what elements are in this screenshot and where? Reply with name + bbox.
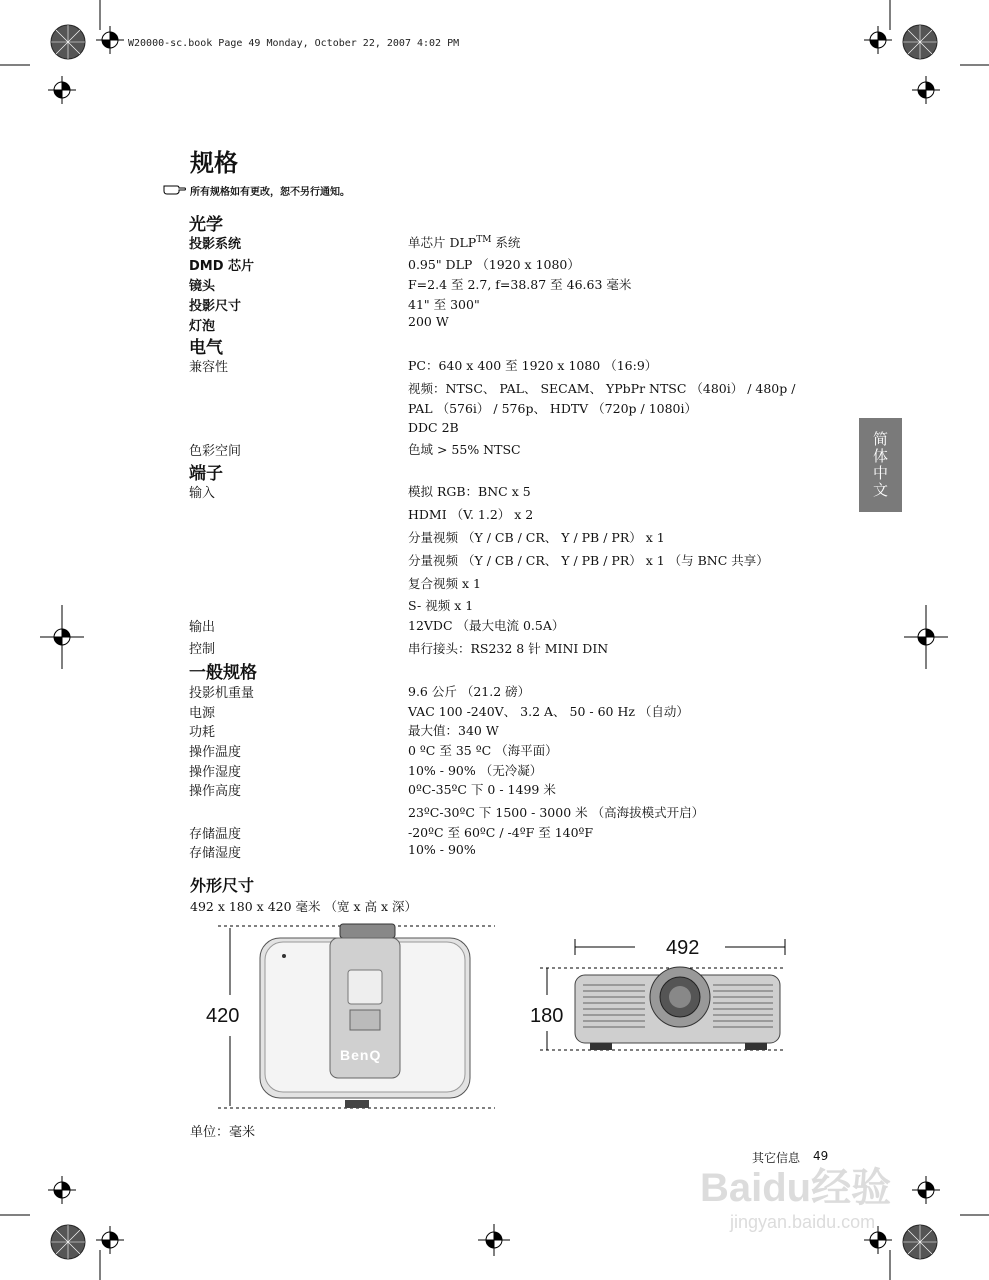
spec-value: 模拟 RGB：BNC x 5 bbox=[408, 484, 531, 499]
spec-value: 串行接头：RS232 8 针 MINI DIN bbox=[408, 641, 609, 656]
spec-label: 灯泡 bbox=[189, 319, 216, 334]
spec-value: 单芯片 DLP™ 系统 bbox=[408, 234, 521, 250]
spec-label: 兼容性 bbox=[189, 360, 229, 375]
spec-value: F=2.4 至 2.7, f=38.87 至 46.63 毫米 bbox=[408, 277, 632, 292]
spec-label: 电源 bbox=[189, 706, 216, 721]
page-title: 规格 bbox=[190, 149, 238, 177]
spec-label: 操作温度 bbox=[189, 745, 242, 760]
spec-value: 复合视频 x 1 bbox=[408, 576, 481, 591]
spec-value: S- 视频 x 1 bbox=[408, 598, 474, 613]
spec-label: 色彩空间 bbox=[189, 444, 242, 459]
projector-front-view bbox=[535, 935, 795, 1060]
spec-value: 视频：NTSC、 PAL、 SECAM、 YPbPr NTSC （480i） / 480p / bbox=[408, 381, 796, 396]
spec-value: 200 W bbox=[408, 314, 449, 329]
spec-label: 输入 bbox=[189, 486, 216, 501]
spec-label: 输出 bbox=[189, 620, 216, 635]
spec-label: DMD 芯片 bbox=[189, 259, 255, 274]
spec-value: DDC 2B bbox=[408, 420, 459, 435]
spec-value: 最大值：340 W bbox=[408, 723, 499, 738]
spec-value: 0ºC-35ºC 下 0 - 1499 米 bbox=[408, 782, 556, 797]
section-title-general: 一般规格 bbox=[189, 663, 257, 683]
spec-value: 0 ºC 至 35 ºC （海平面） bbox=[408, 743, 558, 758]
pointing-hand-icon bbox=[163, 182, 187, 196]
watermark-url: jingyan.baidu.com bbox=[730, 1212, 876, 1232]
section-title-terminals: 端子 bbox=[189, 464, 223, 484]
spec-value: VAC 100 -240V、 3.2 A、 50 - 60 Hz （自动） bbox=[408, 704, 689, 719]
spec-value: 分量视频 （Y / CB / CR、 Y / PB / PR） x 1 bbox=[408, 530, 665, 545]
unit-label: 单位：毫米 bbox=[190, 1125, 256, 1140]
spec-change-note: 所有规格如有更改，恕不另行通知。 bbox=[190, 187, 350, 198]
watermark-logo: Baidu经验 bbox=[700, 1166, 892, 1210]
spec-label: 存储温度 bbox=[189, 827, 242, 842]
spec-label: 存储湿度 bbox=[189, 846, 242, 861]
book-header: W20000-sc.book Page 49 Monday, October 22, 2007 4:02 PM bbox=[128, 38, 460, 49]
spec-value: 23ºC-30ºC 下 1500 - 3000 米 （高海拔模式开启） bbox=[408, 805, 705, 820]
spec-value: HDMI （V. 1.2） x 2 bbox=[408, 507, 534, 522]
spec-label: 操作湿度 bbox=[189, 765, 242, 780]
height-dimension: 180 bbox=[530, 1005, 564, 1027]
spec-value: 0.95" DLP （1920 x 1080） bbox=[408, 257, 580, 272]
width-dimension: 492 bbox=[666, 937, 700, 959]
page-number: 49 bbox=[813, 1149, 829, 1163]
spec-value: 10% - 90% bbox=[408, 842, 476, 857]
spec-label: 功耗 bbox=[189, 725, 216, 740]
spec-value: 色域 > 55% NTSC bbox=[408, 442, 521, 457]
spec-value: 10% - 90% （无冷凝） bbox=[408, 763, 543, 778]
spec-label: 操作高度 bbox=[189, 784, 242, 799]
spec-label: 投影系统 bbox=[189, 237, 242, 252]
spec-label: 投影尺寸 bbox=[189, 299, 242, 314]
spec-value: 12VDC （最大电流 0.5A） bbox=[408, 618, 565, 633]
spec-value: 分量视频 （Y / CB / CR、 Y / PB / PR） x 1 （与 BNC 共享） bbox=[408, 553, 769, 568]
trademark-sup: TM bbox=[476, 234, 492, 245]
spec-value: 9.6 公斤 （21.2 磅） bbox=[408, 684, 531, 699]
spec-label: 镜头 bbox=[189, 279, 216, 294]
footer-section-name: 其它信息 bbox=[752, 1151, 801, 1165]
section-title-optics: 光学 bbox=[189, 215, 223, 235]
spec-value: -20ºC 至 60ºC / -4ºF 至 140ºF bbox=[408, 825, 594, 840]
spec-label: 投影机重量 bbox=[189, 686, 255, 701]
spec-value: PC：640 x 400 至 1920 x 1080 （16:9） bbox=[408, 358, 658, 373]
spec-value: PAL （576i） / 576p、 HDTV （720p / 1080i） bbox=[408, 401, 698, 416]
brand-logo: BenQ bbox=[340, 1047, 382, 1063]
dimensions-subtitle: 492 x 180 x 420 毫米 （宽 x 高 x 深） bbox=[190, 899, 418, 914]
depth-dimension: 420 bbox=[206, 1005, 240, 1027]
spec-label: 控制 bbox=[189, 642, 216, 657]
section-title-electrical: 电气 bbox=[189, 338, 223, 358]
dimensions-title: 外形尺寸 bbox=[190, 876, 255, 895]
spec-value: 41" 至 300" bbox=[408, 297, 480, 312]
projector-top-view bbox=[210, 920, 500, 1115]
language-tab: 简体中文 bbox=[859, 418, 902, 512]
